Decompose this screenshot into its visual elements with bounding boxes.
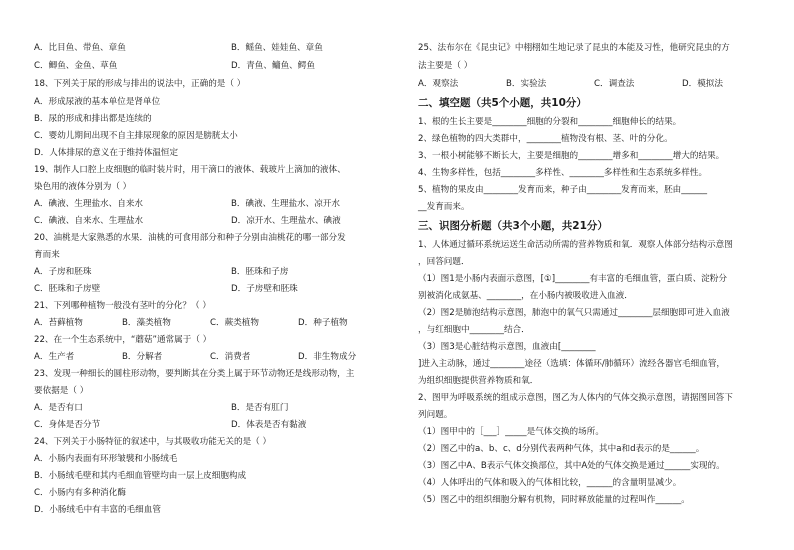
option-row bbox=[34, 403, 396, 414]
text-line: __发育而来。 bbox=[418, 202, 470, 212]
text-line: A．小肠内表面有环形皱襞和小肠绒毛 bbox=[34, 454, 178, 464]
text-line: 2、图甲为呼吸系统的组成示意图，图乙为人体内的气体交换示意图，请据图回答下 bbox=[418, 393, 733, 403]
text-line: （1）图甲中的［___］_____是气体交换的场所。 bbox=[418, 427, 604, 437]
text-line: （3）图3是心脏结构示意图，血液由[________ bbox=[418, 342, 596, 352]
text-line: 染色用的液体分别为（ ） bbox=[34, 182, 132, 192]
option: A．比目鱼、带鱼、章鱼 bbox=[34, 43, 126, 53]
text-line: 22、在一个生态系统中，“蘑菇”通常属于（ ） bbox=[34, 335, 212, 345]
option: B．藻类植物 bbox=[122, 318, 171, 328]
option: D．体表是否有黏液 bbox=[231, 420, 307, 430]
text-line: （5）图乙中的组织细胞分解有机物，同时释放能量的过程叫作______。 bbox=[418, 495, 690, 505]
text-line: 列问题。 bbox=[418, 410, 453, 420]
option: D．凉开水、生理盐水、碘液 bbox=[231, 216, 341, 226]
text-line: （1）图1是小肠内表面示意图，[①]________有丰富的毛细血管，蛋白质、淀粉分 bbox=[418, 274, 727, 284]
option-row bbox=[34, 267, 396, 278]
text-line: （2）图2是肺泡结构示意图，肺泡中的氧气只需通过________层细胞即可进入血液 bbox=[418, 308, 730, 318]
text-line: 为组织细胞提供营养物质和氧． bbox=[418, 376, 539, 386]
option: B．分解者 bbox=[122, 352, 163, 362]
option-row bbox=[34, 420, 396, 431]
option-row bbox=[34, 284, 396, 295]
text-line: 1、人体通过循环系统运送生命活动所需的营养物质和氧．观察人体部分结构示意图 bbox=[418, 240, 733, 250]
option: B．是否有肛门 bbox=[231, 403, 289, 413]
text-line: B．小肠绒毛壁和其内毛细血管壁均由一层上皮细胞构成 bbox=[34, 471, 247, 481]
text-line: ]进入主动脉，通过________途径（选填：体循环/肺循环）流经各器官毛细血管， bbox=[418, 359, 726, 369]
option: C．胚珠和子房壁 bbox=[34, 284, 101, 294]
text-line: 20、油桃是大家熟悉的水果．油桃的可食用部分和种子分别由油桃花的哪一部分发 bbox=[34, 233, 346, 243]
text-line: 2、绿色植物的四大类群中，________植物没有根、茎、叶的分化。 bbox=[418, 134, 673, 144]
option: A．生产者 bbox=[34, 352, 75, 362]
text-line: D．人体排尿的意义在于维持体温恒定 bbox=[34, 148, 179, 158]
section-heading: 二、填空题（共5个小题，共10分） bbox=[418, 97, 587, 109]
option: C．调查法 bbox=[594, 79, 635, 89]
option: A．子房和胚珠 bbox=[34, 267, 92, 277]
option: D．子房壁和胚珠 bbox=[231, 284, 298, 294]
text-line: ，回答问题． bbox=[418, 257, 470, 267]
option: B．鳐鱼、娃娃鱼、章鱼 bbox=[231, 43, 323, 53]
text-line: ，与红细胞中________结合． bbox=[418, 325, 530, 335]
text-line: 21、下列哪种植物一般没有茎叶的分化？（ ） bbox=[34, 301, 211, 311]
text-line: （2）图乙中的a、b、c、d分别代表两种气体，其中a和d表示的是______。 bbox=[418, 444, 705, 454]
text-line: （3）图乙中A、B表示气体交换部位，其中A处的气体交换是通过______实现的。 bbox=[418, 461, 725, 471]
text-line: 23、发现一种细长的圆柱形动物，要判断其在分类上属于环节动物还是线形动物，主 bbox=[34, 369, 355, 379]
text-line: 18、下列关于尿的形成与排出的说法中，正确的是（ ） bbox=[34, 79, 246, 89]
section-heading: 三、识图分析题（共3个小题，共21分） bbox=[418, 220, 608, 232]
text-line: 法主要是（ ） bbox=[418, 61, 473, 71]
option: B．胚珠和子房 bbox=[231, 267, 289, 277]
text-line: 19、制作人口腔上皮细胞的临时装片时，用干滴口的液体、载玻片上滴加的液体、 bbox=[34, 165, 346, 175]
option: C．身体是否分节 bbox=[34, 420, 101, 430]
option: A．是否有口 bbox=[34, 403, 83, 413]
text-line: 要依据是（ ） bbox=[34, 386, 89, 396]
option: C．蕨类植物 bbox=[210, 318, 259, 328]
text-line: B．尿的形成和排出都是连续的 bbox=[34, 114, 152, 124]
text-line: （4）人体呼出的气体和吸入的气体相比较，______的含量明显减少。 bbox=[418, 478, 682, 488]
option: A．苔藓植物 bbox=[34, 318, 83, 328]
option: A．观察法 bbox=[418, 79, 459, 89]
option: D．种子植物 bbox=[298, 318, 348, 328]
option: C．消费者 bbox=[210, 352, 251, 362]
text-line: 24、下列关于小肠特征的叙述中，与其吸收功能无关的是（ ） bbox=[34, 437, 272, 447]
option: D．模拟法 bbox=[682, 79, 723, 89]
text-line: C．小肠内有多种消化酶 bbox=[34, 488, 126, 498]
option-row bbox=[34, 43, 396, 54]
text-line: C．婴幼儿期间出现不自主排尿现象的原因是膀胱太小 bbox=[34, 131, 238, 141]
option: C．碘液、自来水、生理盐水 bbox=[34, 216, 144, 226]
text-line: 25、法布尔在《昆虫记》中栩栩如生地记录了昆虫的本能及习性，他研究昆虫的方 bbox=[418, 43, 730, 53]
option: C．鲫鱼、金鱼、草鱼 bbox=[34, 61, 118, 71]
option: B．实验法 bbox=[506, 79, 547, 89]
option-row bbox=[34, 199, 396, 210]
text-line: 3、一根小树能够不断长大，主要是细胞的________增多和________增大的结果。 bbox=[418, 151, 725, 161]
option: A．碘液、生理盐水、自来水 bbox=[34, 199, 144, 209]
option: B．碘液、生理盐水、凉开水 bbox=[231, 199, 341, 209]
option-row bbox=[34, 61, 396, 72]
option-row bbox=[34, 216, 396, 227]
text-line: 5、植物的果皮由________发育而来，种子由________发育而来，胚由______ bbox=[418, 185, 708, 195]
option: D．青鱼、鳙鱼、鳄鱼 bbox=[231, 61, 315, 71]
text-line: A．形成尿液的基本单位是肾单位 bbox=[34, 97, 161, 107]
option: D．非生物成分 bbox=[298, 352, 357, 362]
text-line: 育而来 bbox=[34, 250, 60, 260]
text-line: D．小肠绒毛中有丰富的毛细血管 bbox=[34, 505, 161, 515]
text-line: 别被消化成氨基、________，在小肠内被吸收进入血液． bbox=[418, 291, 633, 301]
text-line: 4、生物多样性，包括________多样性、________多样性和生态系统多样性。 bbox=[418, 168, 708, 178]
text-line: 1、根的生长主要是________细胞的分裂和________细胞伸长的结果。 bbox=[418, 117, 682, 127]
